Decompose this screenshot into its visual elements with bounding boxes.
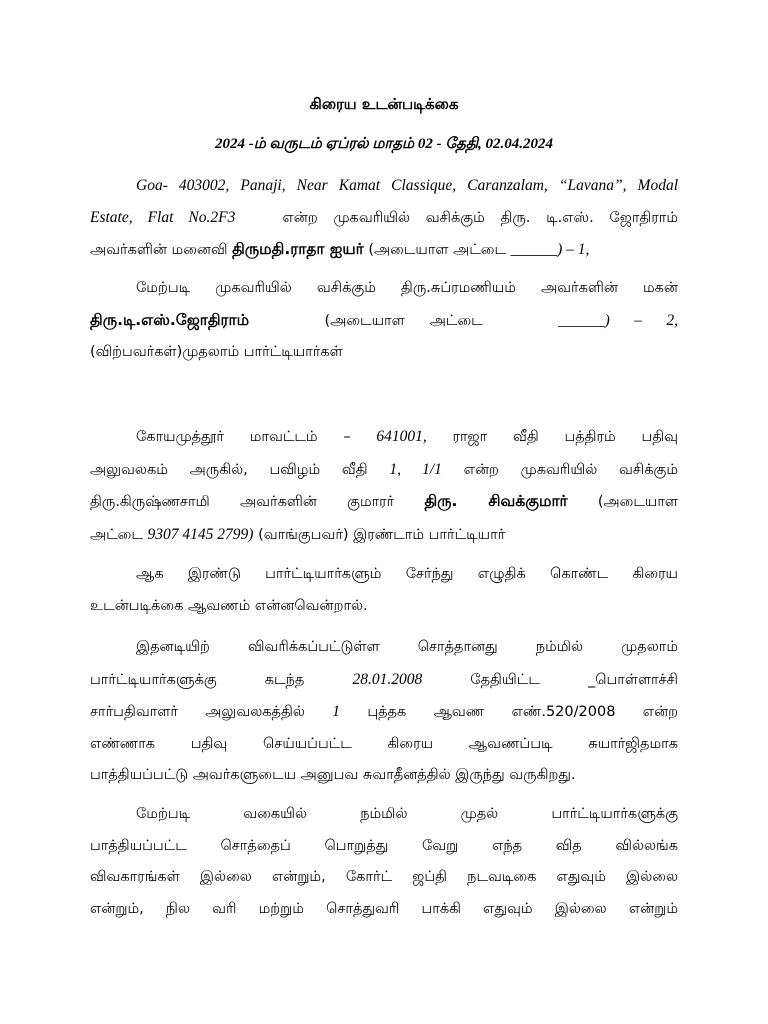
paragraph-agreement-intro: ஆக இரண்டு பார்ட்டியார்களும் சேர்ந்து எழுதிக் கொண்ட கிரைய உடன்படிக்கை ஆவணம் என்னவென்றால். — [90, 566, 678, 614]
paragraph-encumbrance: மேற்படி வகையில் நம்மில் முதல் பார்ட்டியார்களுக்கு பாத்தியப்பட்ட சொத்தைப் பொறுத்து வேறு எந்த வித வில்லங்க விவகாரங்கள் இல்லை என்றும், கோர்ட் ஜப்தி நடவடிகை எதுவும் இல்லை என்றும், நில வரி மற்றும் சொத்துவரி பாக்கி எதுவும் இல்லை என்றும் — [90, 806, 678, 917]
paragraph-second-party: கோயமுத்தூர் மாவட்டம் – 641001, ராஜா வீதி பத்திரம் பதிவு அலுவலகம் அருகில், பவிழம் வீதி 1, 1/1 என்ற முகவரியில் வசிக்கும் திரு.கிருஷ்ணசாமி அவர்களின் குமாரர் திரு. சிவக்குமார் (அடையாள அட்டை 9307 4145 2799) (வாங்குபவர்) இரண்டாம் பார்ட்டியார் — [90, 428, 679, 543]
party-name: திரு.டி.எஸ்.ஜோதிராம் — [90, 310, 250, 329]
document-title: கிரைய உடன்படிக்கை — [309, 95, 459, 113]
paragraph-first-party-2: மேற்படி முகவரியில் வசிக்கும் திரு.சுப்ரமணியம் அவர்களின் மகன் திரு.டி.எஸ்.ஜோதிராம் (அடையாள அட்டை ______) – 2, (விற்பவர்கள்)முதலாம் பார்ட்டியார்கள் — [90, 280, 679, 360]
party-name: திரு. சிவக்குமார் — [424, 492, 568, 510]
address-line: Goa- 403002, Panaji, Near Kamat Classique, Caranzalam, “Lavana”, Modal — [136, 177, 678, 194]
id-card-number: 9307 4145 2799) — [147, 525, 254, 543]
document-date-line: 2024 -ம் வருடம் ஏப்ரல் மாதம் 02 - தேதி, 02.04.2024 — [214, 136, 554, 152]
party-name: திருமதி.ராதா ஐயர் — [232, 240, 364, 258]
paragraph-property-title: இதனடியிற் விவரிக்கப்பட்டுள்ள சொத்தானது நம்மில் முதலாம் பார்ட்டியார்களுக்கு கடந்த 28.01.2008 தேதியிட்ட _பொள்ளாச்சி சார்பதிவாளர் அலுவலகத்தில் 1 புத்தக ஆவண எண்.520/2008 என்ற எண்ணாக பதிவு செய்யப்பட்ட கிரைய ஆவணப்படி சுயார்ஜிதமாக பாத்தியப்பட்டு அவர்களுடைய அனுபவ சுவாதீனத்தில் இருந்து வருகிறது. — [90, 639, 679, 783]
paragraph-first-party-1: Goa- 403002, Panaji, Near Kamat Classique, Caranzalam, “Lavana”, Modal Estate, Flat No.2F3 என்ற முகவரியில் வசிக்கும் திரு. டி.எஸ். ஜோதிராம் அவர்களின் மனைவி திருமதி.ராதா ஐயர் (அடையாள அட்டை ______) – 1, — [90, 177, 679, 258]
